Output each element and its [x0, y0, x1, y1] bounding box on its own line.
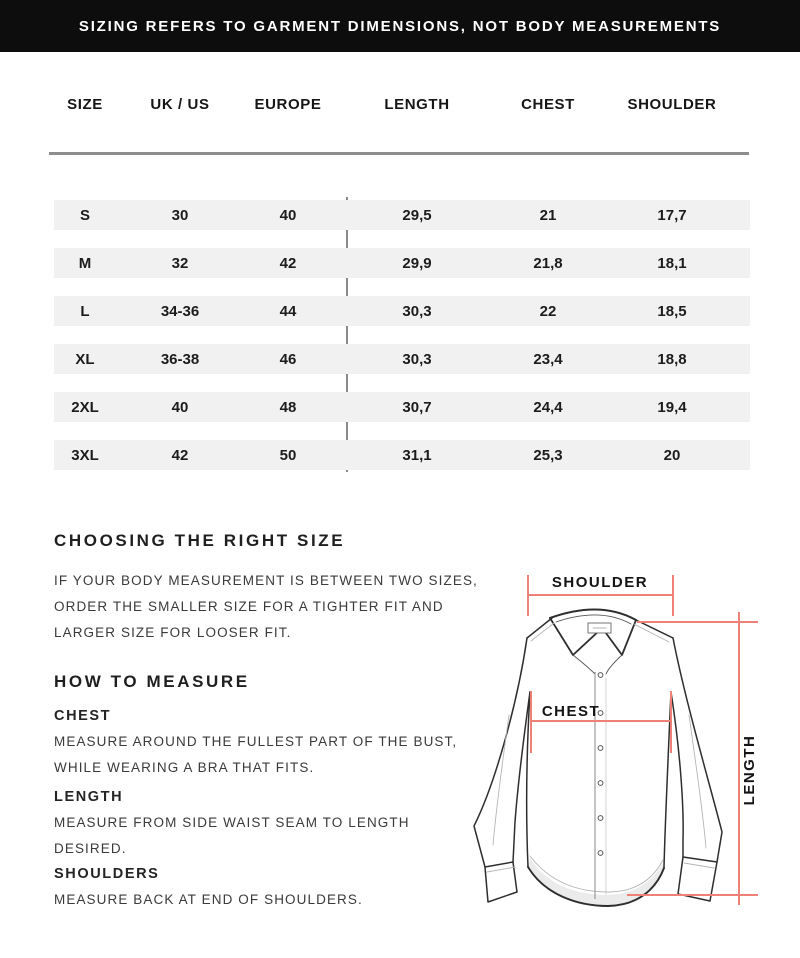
button — [598, 816, 603, 821]
length-cell: 30,3 — [402, 350, 432, 368]
column-header-shoulder: SHOULDER — [627, 96, 717, 113]
shoulder-cell: 18,8 — [657, 350, 687, 368]
uk-us-cell: 34-36 — [160, 302, 200, 320]
shoulder-cell: 18,1 — [657, 254, 687, 272]
shoulder-cell: 19,4 — [657, 398, 687, 416]
shoulder-cell: 17,7 — [657, 206, 687, 224]
table-row — [54, 296, 750, 326]
button — [598, 851, 603, 856]
uk-us-cell: 30 — [171, 206, 189, 224]
measure-shoulders-title: SHOULDERS — [54, 866, 160, 882]
uk-us-cell: 36-38 — [160, 350, 200, 368]
europe-cell: 42 — [279, 254, 297, 272]
button — [598, 746, 603, 751]
text-line: DESIRED. — [54, 841, 127, 856]
table-column-divider — [346, 197, 348, 472]
column-header-length: LENGTH — [384, 96, 450, 113]
left-sleeve-fold — [493, 715, 509, 845]
table-row — [54, 392, 750, 422]
banner-text: SIZING REFERS TO GARMENT DIMENSIONS, NOT BODY MEASUREMENTS — [78, 17, 722, 35]
size-cell: L — [80, 302, 90, 320]
length-cell: 30,7 — [402, 398, 432, 416]
length-cell: 29,9 — [402, 254, 432, 272]
uk-us-cell: 40 — [171, 398, 189, 416]
size-cell: S — [79, 206, 90, 224]
table-row — [54, 440, 750, 470]
length-diagram-label: LENGTH — [741, 734, 758, 806]
text-line: WHILE WEARING A BRA THAT FITS. — [54, 760, 315, 775]
chest-cell: 23,4 — [533, 350, 563, 368]
text-line: LARGER SIZE FOR LOOSER FIT. — [54, 625, 292, 640]
europe-cell: 50 — [279, 446, 297, 464]
shirt-measurement-diagram — [460, 550, 800, 958]
top-banner — [0, 0, 800, 52]
size-table-header — [54, 96, 750, 113]
size-cell: 3XL — [71, 446, 99, 464]
front-opening-right — [606, 655, 622, 674]
measurement-lines — [528, 575, 758, 905]
size-cell: M — [78, 254, 92, 272]
right-cuff-seam — [684, 863, 714, 868]
length-cell: 31,1 — [402, 446, 432, 464]
column-header-europe: EUROPE — [254, 96, 322, 113]
europe-cell: 44 — [279, 302, 297, 320]
button — [598, 781, 603, 786]
uk-us-cell: 32 — [171, 254, 189, 272]
table-row — [54, 200, 750, 230]
europe-cell: 40 — [279, 206, 297, 224]
shirt-outline — [474, 609, 722, 906]
column-header-uk-us: UK / US — [150, 96, 210, 113]
chest-cell: 21 — [539, 206, 557, 224]
left-cuff — [485, 862, 517, 902]
chest-cell: 22 — [539, 302, 557, 320]
measure-length-text — [54, 810, 410, 862]
right-sleeve-fold — [689, 715, 706, 848]
text-line: MEASURE BACK AT END OF SHOULDERS. — [54, 892, 363, 907]
europe-cell: 46 — [279, 350, 297, 368]
header-underline — [49, 152, 749, 155]
shoulder-cell: 20 — [663, 446, 681, 464]
text-line: MEASURE AROUND THE FULLEST PART OF THE BUST, — [54, 734, 458, 749]
chest-cell: 21,8 — [533, 254, 563, 272]
text-line: IF YOUR BODY MEASUREMENT IS BETWEEN TWO SIZES, — [54, 573, 478, 588]
europe-cell: 48 — [279, 398, 297, 416]
size-cell: 2XL — [71, 398, 99, 416]
text-line: ORDER THE SMALLER SIZE FOR A TIGHTER FIT AND — [54, 599, 444, 614]
column-header-size: SIZE — [67, 96, 103, 113]
shoulder-cell: 18,5 — [657, 302, 687, 320]
measure-chest-text — [54, 729, 457, 781]
right-sleeve-outer — [673, 638, 722, 862]
text-line: MEASURE FROM SIDE WAIST SEAM TO LENGTH — [54, 815, 410, 830]
measure-chest-title: CHEST — [54, 708, 112, 724]
body-right-seam — [664, 692, 671, 868]
left-sleeve-outer — [474, 638, 527, 867]
column-header-chest: CHEST — [521, 96, 575, 113]
size-cell: XL — [75, 350, 95, 368]
button — [598, 673, 603, 678]
table-row — [54, 344, 750, 374]
left-cuff-seam — [487, 867, 515, 872]
how-to-measure-heading: HOW TO MEASURE — [54, 672, 250, 691]
measure-length-title: LENGTH — [54, 789, 124, 805]
choosing-size-text — [54, 568, 478, 646]
length-cell: 29,5 — [402, 206, 432, 224]
front-opening-left — [573, 655, 595, 674]
chest-cell: 25,3 — [533, 446, 563, 464]
length-cell: 30,3 — [402, 302, 432, 320]
right-sleeve-inner — [671, 692, 683, 857]
table-row — [54, 248, 750, 278]
choosing-size-heading: CHOOSING THE RIGHT SIZE — [54, 531, 346, 550]
buttons — [598, 673, 603, 856]
uk-us-cell: 42 — [171, 446, 189, 464]
shirt-diagram-svg — [460, 550, 800, 958]
measure-shoulders-text — [54, 887, 363, 913]
chest-diagram-label: CHEST — [541, 703, 601, 720]
shoulder-diagram-label: SHOULDER — [551, 574, 649, 591]
chest-cell: 24,4 — [533, 398, 563, 416]
